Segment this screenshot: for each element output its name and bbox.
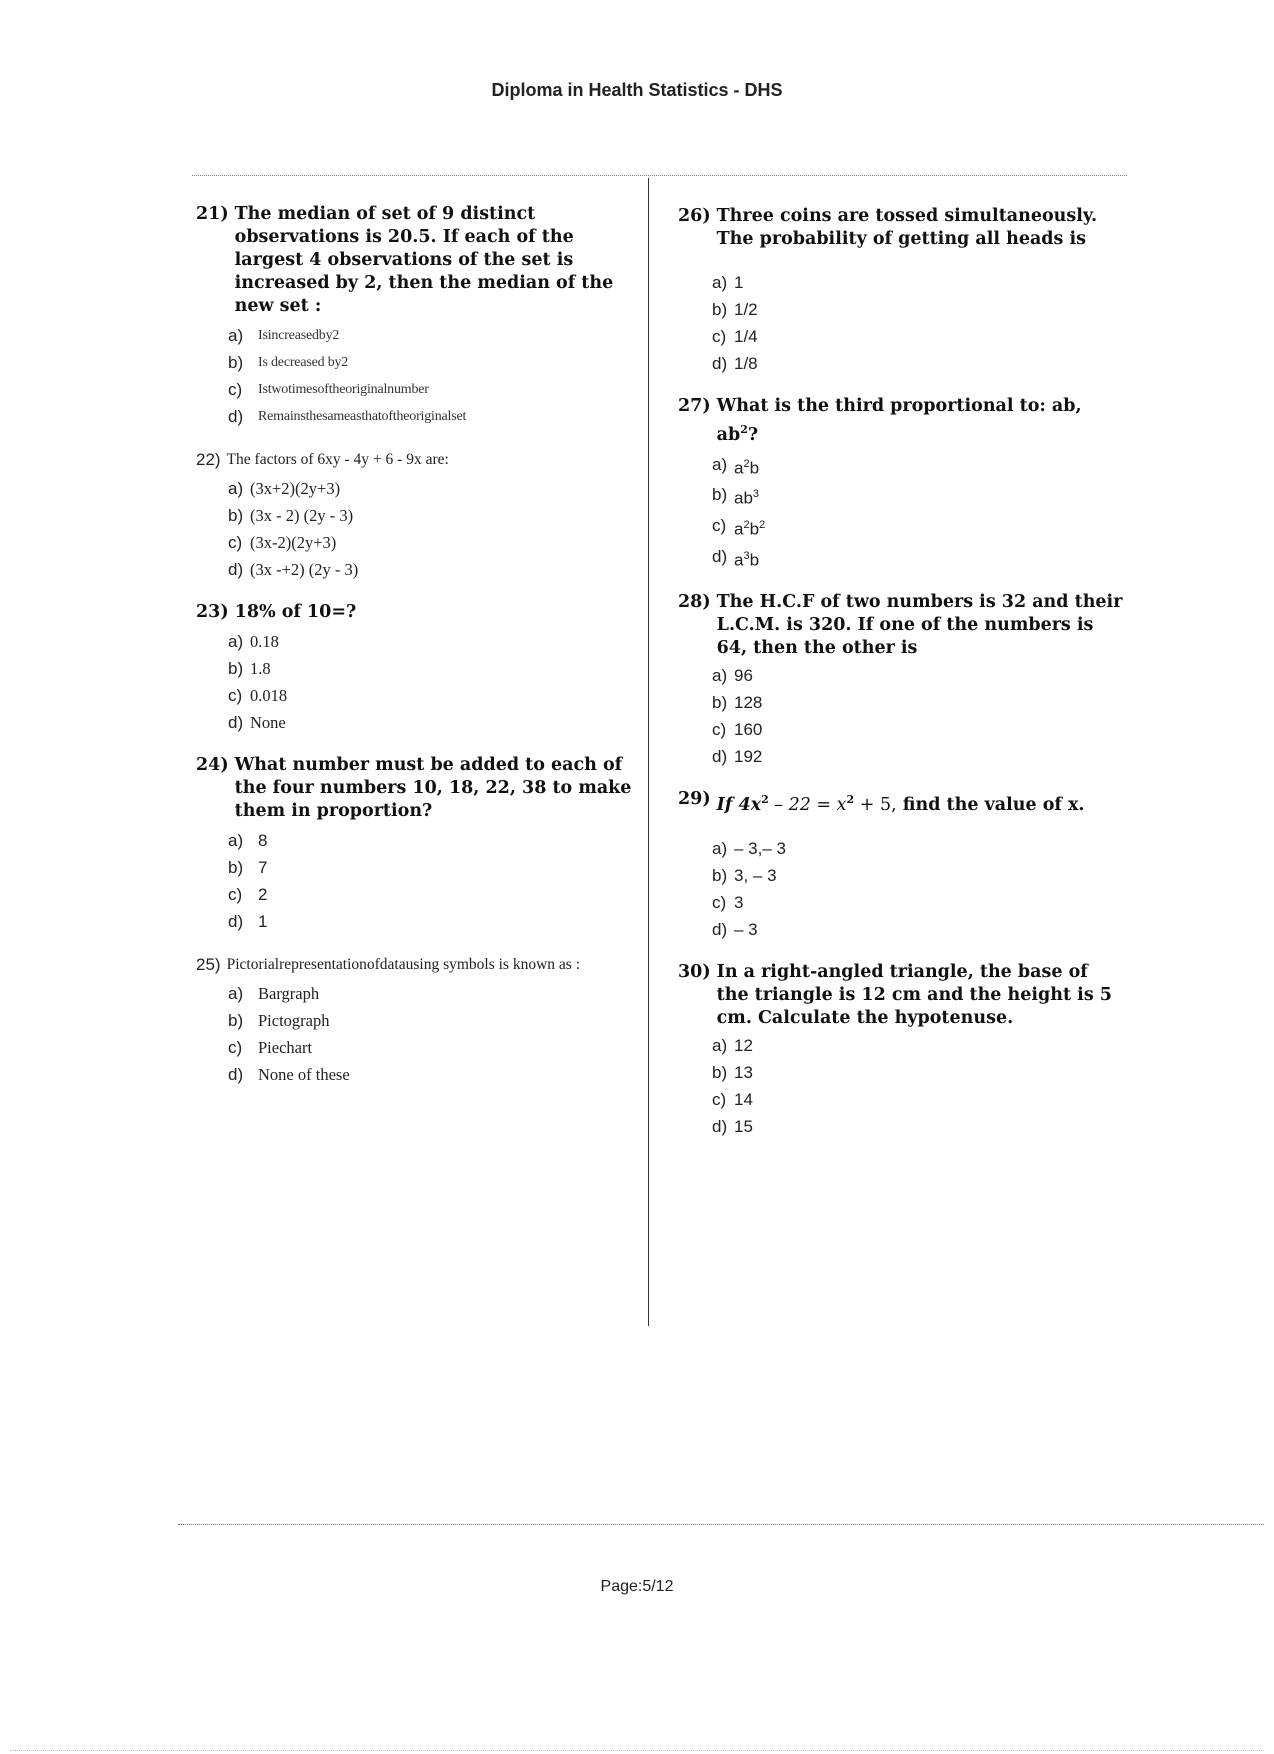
option-b: b) $ab^3$	[712, 485, 760, 509]
option-d: d) 192	[712, 747, 763, 767]
option-c: c) $a^2b^2$	[712, 516, 766, 539]
page-title: Diploma in Health Statistics - DHS	[491, 80, 783, 100]
option-c: c) Piechart	[228, 1038, 313, 1057]
header-rule	[192, 175, 1127, 176]
option-b: b) 13	[712, 1063, 753, 1083]
question-number: 30)	[678, 962, 711, 983]
option-c: c) (3x-2)(2y+3)	[228, 533, 337, 552]
question-number: 22)	[196, 450, 221, 469]
option-a: a) 96	[712, 666, 753, 686]
question-text: Pictorialrepresentationofdatausing symbols is known as :	[226, 956, 581, 973]
option-a: a) 12	[712, 1036, 753, 1056]
option-a: a) 1	[712, 273, 744, 292]
option-d: d) None	[228, 713, 286, 732]
option-a: a) Isincreasedby2	[228, 326, 340, 345]
question-number: 27)	[678, 396, 711, 416]
question-text: The median of set of 9 distinct observations is 20.5. If each of the largest 4 observations of the set is increased by 2, then the median of the new set :	[234, 204, 614, 316]
question-number: 24)	[196, 755, 229, 775]
question-29	[678, 788, 1123, 943]
question-30	[678, 961, 1123, 1140]
option-d: d) (3x -+2) (2y - 3)	[228, 560, 359, 579]
question-text: The factors of 6xy - 4y + 6 - 9x are:	[226, 451, 449, 468]
option-a: a) 8	[228, 831, 268, 850]
option-d: d) 1/8	[712, 354, 758, 373]
option-d: d) 15	[712, 1117, 753, 1137]
option-a: a) 0.18	[228, 632, 279, 651]
option-c: c) Istwotimesoftheoriginalnumber	[228, 380, 429, 399]
option-c: c) 3	[712, 893, 744, 913]
footer-rule	[178, 1524, 1264, 1525]
question-number: 29)	[678, 789, 711, 810]
option-c: c) 0.018	[228, 686, 288, 705]
column-divider	[648, 178, 649, 1326]
option-a: a) Bargraph	[228, 984, 320, 1003]
question-28	[678, 591, 1123, 770]
option-b: b) 7	[228, 858, 268, 877]
page-number: Page:5/12	[600, 1578, 674, 1595]
option-a: a) $a^2b$	[712, 454, 760, 478]
option-c: c) 160	[712, 720, 763, 740]
question-number: 23)	[196, 602, 229, 622]
question-text: The H.C.F of two numbers is 32 and their L.C.M. is 320. If one of the numbers is 64, then the other is	[716, 592, 1123, 659]
option-d: d) 1	[228, 912, 268, 931]
right-question-column	[678, 205, 1123, 1158]
option-c: c) 2	[228, 885, 268, 904]
option-d: d) None of these	[228, 1065, 350, 1084]
option-b: b) 1.8	[228, 659, 271, 678]
question-24	[196, 754, 641, 935]
question-number: 21)	[196, 204, 229, 224]
question-text: Three coins are tossed simultaneously. The probability of getting all heads is	[716, 206, 1098, 249]
left-question-column	[196, 203, 641, 1106]
option-d: d) – 3	[712, 920, 758, 940]
question-23	[196, 601, 641, 736]
question-27	[678, 395, 1123, 573]
option-b: b) Is decreased by2	[228, 353, 349, 372]
option-d: d) Remainsthesameasthatoftheoriginalset	[228, 407, 467, 426]
question-number: 28)	[678, 592, 711, 613]
question-22	[196, 448, 641, 583]
option-b: b) 128	[712, 693, 763, 713]
question-text: In a right-angled triangle, the base of the triangle is 12 cm and the height is 5 cm. Calculate the hypotenuse.	[716, 962, 1112, 1029]
question-number: 25)	[196, 955, 221, 974]
question-25	[196, 953, 641, 1088]
question-26	[678, 205, 1123, 377]
question-text: What is the third proportional to: ab, $ab^2$?	[716, 396, 1082, 445]
question-21	[196, 203, 641, 430]
option-b: b) 1/2	[712, 300, 758, 319]
option-a: a) – 3,– 3	[712, 839, 786, 859]
option-b: b) Pictograph	[228, 1011, 330, 1030]
option-a: a) (3x+2)(2y+3)	[228, 479, 341, 498]
question-text: 18% of 10=?	[234, 602, 357, 622]
option-b: b) (3x - 2) (2y - 3)	[228, 506, 354, 525]
question-number: 26)	[678, 206, 711, 226]
option-c: c) 1/4	[712, 327, 758, 346]
question-text: What number must be added to each of the four numbers 10, 18, 22, 38 to make them in proportion?	[234, 755, 632, 821]
option-d: d) $a^3b$	[712, 546, 760, 570]
question-text: If $4x^2 - 22 = x^2 + 5$, find the value of x.	[716, 793, 1085, 816]
bottom-scan-edge	[10, 1750, 1264, 1751]
option-c: c) 14	[712, 1090, 753, 1110]
option-b: b) 3, – 3	[712, 866, 777, 886]
